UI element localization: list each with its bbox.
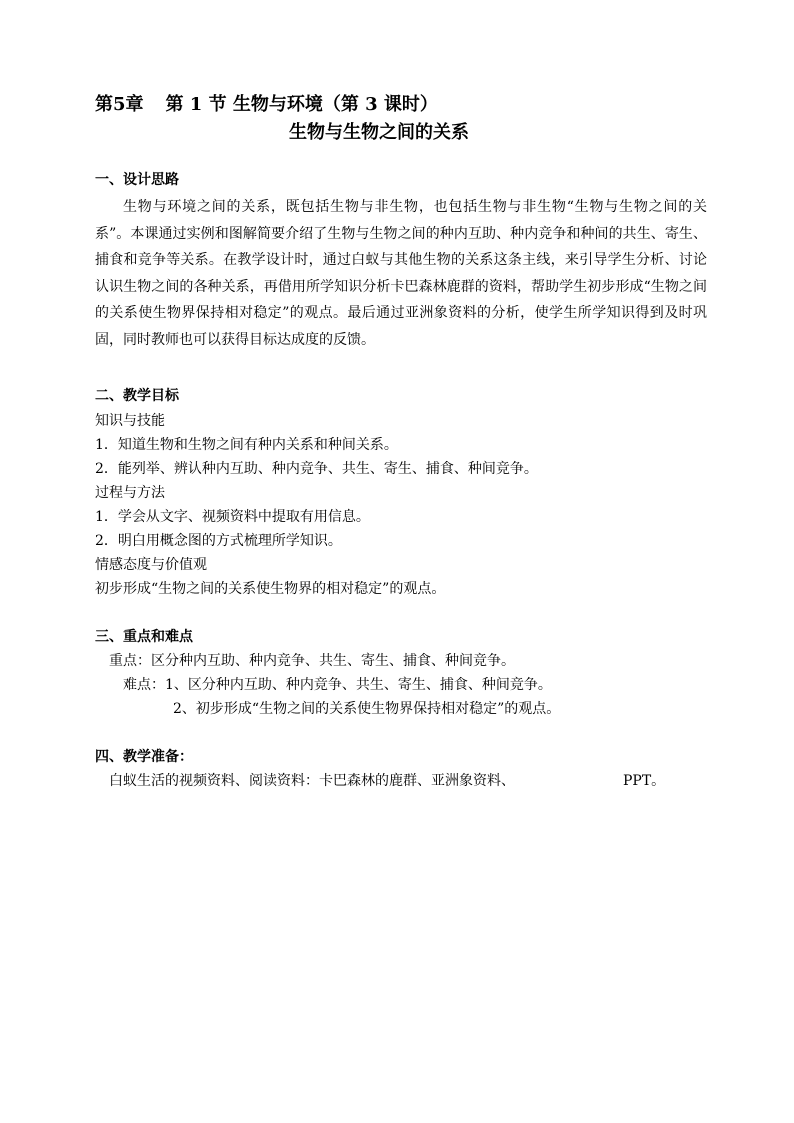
section-heading-key-points: 三、重点和难点 <box>95 629 193 645</box>
difficult-point-text: 2、初步形成“生物之间的关系使生物界保持相对稳定”的观点。 <box>173 701 561 717</box>
goal-emotion-label: 情感态度与价值观 <box>95 557 207 573</box>
section-heading-preparation: 四、教学准备： <box>95 749 193 765</box>
key-point-text: 重点：区分种内互助、种内竞争、共生、寄生、捕食、种间竞争。 <box>109 653 515 669</box>
document-title <box>95 94 438 116</box>
section-label: 第 1 节 生物与环境（第 3 课时） <box>165 94 438 115</box>
goal-knowledge-item: 1．知道生物和生物之间有种内关系和种间关系。 <box>95 437 398 453</box>
preparation-materials: 白蚁生活的视频资料、阅读资料：卡巴森林的鹿群、亚洲象资料、 <box>109 773 515 789</box>
goal-process-item: 2．明白用概念图的方式梳理所学知识。 <box>95 533 342 549</box>
document-subtitle: 生物与生物之间的关系 <box>289 122 469 143</box>
goal-process-label: 过程与方法 <box>95 485 165 501</box>
goal-process-item: 1．学会从文字、视频资料中提取有用信息。 <box>95 509 370 525</box>
goal-knowledge-item: 2．能列举、辨认种内互助、种内竞争、共生、寄生、捕食、种间竞争。 <box>95 461 538 477</box>
chapter-label: 第5章 <box>95 94 144 115</box>
difficult-point-text: 难点：1、区分种内互助、种内竞争、共生、寄生、捕食、种间竞争。 <box>123 677 552 693</box>
goal-emotion-item: 初步形成“生物之间的关系使生物界的相对稳定”的观点。 <box>95 581 446 597</box>
goal-knowledge-label: 知识与技能 <box>95 413 165 429</box>
preparation-ppt: PPT。 <box>623 773 666 789</box>
section-heading-goals: 二、教学目标 <box>95 388 179 404</box>
section-heading-design: 一、设计思路 <box>95 172 179 188</box>
design-paragraph: 生物与环境之间的关系，既包括生物与非生物，也包括生物与非生物“生物与生物之间的关系”。本课通过实例和图解简要介绍了生物与生物之间的种内互助、种内竞争和种间的共生、寄生、捕食和竞争等关系。在教学设计时，通过白蚁与其他生物的关系这条主线，来引导学生分析、讨论认识生物之间的各种关系，再借用所学知识分析卡巴森林鹿群的资料，帮助学生初步形成“生物之间的关系使生物界保持相对稳定”的观点。最后通过亚洲象资料的分析，使学生所学知识得到及时巩固，同时教师也可以获得目标达成度的反馈。 <box>95 199 707 348</box>
